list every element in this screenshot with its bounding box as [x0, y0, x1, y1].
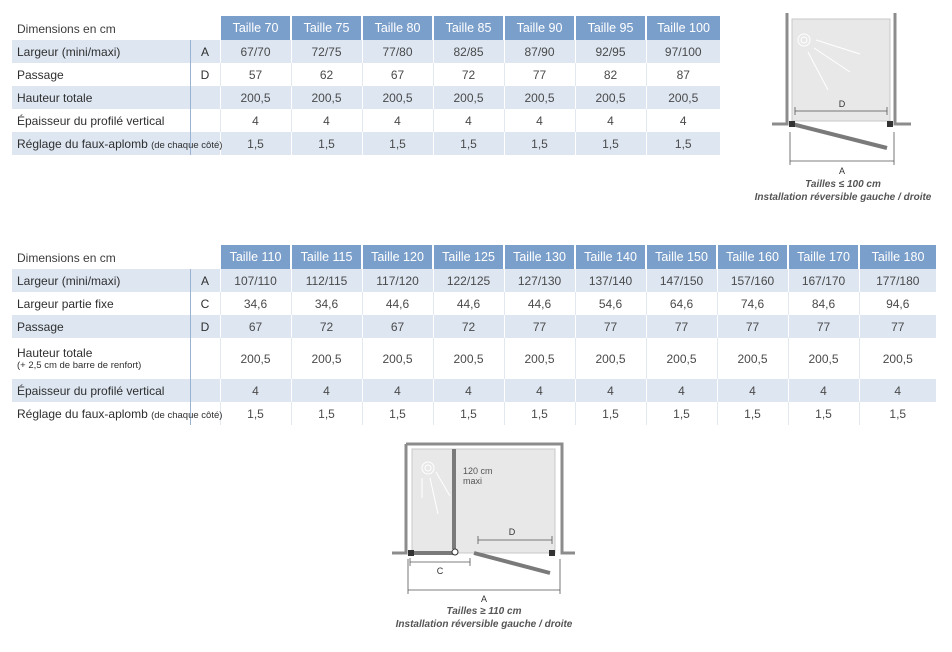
row-label-note: (de chaque côté) [151, 139, 223, 151]
table-cell: 200,5 [788, 338, 859, 379]
table-cell: 77 [788, 315, 859, 338]
dimension-c-label: C [436, 566, 444, 576]
row-label [12, 269, 190, 292]
table-cell: 77/80 [362, 40, 433, 63]
table-cell: 4 [362, 109, 433, 132]
max-height-label-2: maxi [463, 476, 483, 486]
table-cell: 200,5 [646, 86, 720, 109]
hinge [408, 550, 414, 556]
table-cell: 87/90 [504, 40, 575, 63]
table-cell: 4 [433, 379, 504, 402]
table-row [12, 315, 936, 338]
size-header: Taille 100 [646, 16, 720, 40]
table-cell: 112/115 [291, 269, 362, 292]
table-cell: 1,5 [575, 132, 646, 155]
table-row [12, 109, 720, 132]
table-cell: 67 [362, 63, 433, 86]
table-cell: 157/160 [717, 269, 788, 292]
table-cell: 72/75 [291, 40, 362, 63]
caption-size-range: Tailles ≤ 100 cm [805, 179, 881, 190]
table-cell: 200,5 [575, 338, 646, 379]
table-cell: 77 [504, 63, 575, 86]
row-label [12, 109, 190, 132]
table-row [12, 86, 720, 109]
table-cell: 4 [717, 379, 788, 402]
reinforcement-bar [452, 449, 456, 549]
shower-door-diagram-large [392, 438, 577, 608]
size-header: Taille 95 [575, 16, 646, 40]
table-cell: 200,5 [504, 86, 575, 109]
row-dimension-letter: A [190, 269, 220, 292]
row-label-subnote: (+ 2,5 cm de barre de renfort) [17, 359, 142, 371]
table-cell: 200,5 [291, 86, 362, 109]
table-cell: 94,6 [859, 292, 936, 315]
table-cell: 92/95 [575, 40, 646, 63]
row-label-note: (de chaque côté) [151, 409, 223, 421]
table-row [12, 402, 936, 425]
diagram-caption-small [744, 178, 942, 204]
row-label-text: Largeur partie fixe [17, 296, 114, 311]
table-cell: 200,5 [717, 338, 788, 379]
table-cell: 1,5 [646, 132, 720, 155]
row-dimension-letter [190, 109, 220, 132]
table-cell: 1,5 [859, 402, 936, 425]
table-cell: 122/125 [433, 269, 504, 292]
table-cell: 200,5 [504, 338, 575, 379]
dimension-d-label: D [838, 99, 846, 109]
row-dimension-letter: C [190, 292, 220, 315]
table-cell: 77 [575, 315, 646, 338]
table-cell: 1,5 [504, 402, 575, 425]
table-cell: 4 [575, 109, 646, 132]
row-label [12, 315, 190, 338]
row-label-text: Réglage du faux-aplomb [17, 136, 148, 151]
table-cell: 167/170 [788, 269, 859, 292]
table-cell: 62 [291, 63, 362, 86]
table-cell: 1,5 [646, 402, 717, 425]
row-label-text: Hauteur totale [17, 90, 93, 105]
table-cell: 77 [646, 315, 717, 338]
table-cell: 200,5 [433, 86, 504, 109]
row-dimension-letter: A [190, 40, 220, 63]
table-row [12, 63, 720, 86]
table-cell: 147/150 [646, 269, 717, 292]
table-cell: 4 [504, 109, 575, 132]
caption-install: Installation réversible gauche / droite [395, 619, 573, 630]
table-cell: 64,6 [646, 292, 717, 315]
table-cell: 1,5 [220, 132, 291, 155]
size-header: Taille 85 [433, 16, 504, 40]
table-cell: 200,5 [859, 338, 936, 379]
row-label [12, 63, 190, 86]
table-cell: 4 [433, 109, 504, 132]
table-cell: 1,5 [575, 402, 646, 425]
table-cell: 82/85 [433, 40, 504, 63]
row-label [12, 292, 190, 315]
size-header: Taille 140 [575, 245, 646, 269]
hinge [789, 121, 795, 127]
table-cell: 84,6 [788, 292, 859, 315]
table-cell: 77 [859, 315, 936, 338]
table-cell: 117/120 [362, 269, 433, 292]
row-label [12, 338, 190, 379]
table-cell: 72 [433, 315, 504, 338]
diagram-caption-large [382, 605, 586, 631]
table-cell: 127/130 [504, 269, 575, 292]
table-cell: 4 [575, 379, 646, 402]
table-cell: 1,5 [362, 402, 433, 425]
row-label-text: Réglage du faux-aplomb [17, 406, 148, 421]
table-cell: 4 [646, 379, 717, 402]
table-row [12, 292, 936, 315]
spec-table-large-sizes [12, 245, 936, 425]
max-height-label: 120 cm [463, 466, 493, 476]
table-cell: 200,5 [220, 338, 291, 379]
row-dimension-letter [190, 338, 220, 379]
table-cell: 200,5 [220, 86, 291, 109]
table-row [12, 132, 720, 155]
table-cell: 4 [291, 379, 362, 402]
table-cell: 34,6 [220, 292, 291, 315]
table-cell: 4 [362, 379, 433, 402]
row-label-text: Épaisseur du profilé vertical [17, 383, 165, 398]
size-header: Taille 125 [433, 245, 504, 269]
table-cell: 1,5 [717, 402, 788, 425]
row-label [12, 40, 190, 63]
row-label [12, 132, 223, 155]
row-dimension-letter [190, 379, 220, 402]
row-label-text: Largeur (mini/maxi) [17, 44, 121, 59]
table-cell: 1,5 [433, 132, 504, 155]
table-cell: 77 [717, 315, 788, 338]
table-cell: 67/70 [220, 40, 291, 63]
table-cell: 34,6 [291, 292, 362, 315]
table-cell: 44,6 [504, 292, 575, 315]
table-row [12, 338, 936, 379]
table-cell: 72 [291, 315, 362, 338]
dimension-a-label: A [480, 594, 488, 604]
size-header: Taille 110 [220, 245, 291, 269]
table-row [12, 379, 936, 402]
table-cell: 1,5 [433, 402, 504, 425]
table-cell: 1,5 [362, 132, 433, 155]
table-cell: 1,5 [788, 402, 859, 425]
dimension-d-label: D [508, 527, 516, 537]
row-label-text: Largeur (mini/maxi) [17, 273, 121, 288]
size-header: Taille 180 [859, 245, 936, 269]
size-header: Taille 80 [362, 16, 433, 40]
table-cell: 4 [220, 109, 291, 132]
table-cell: 82 [575, 63, 646, 86]
table-cell: 1,5 [504, 132, 575, 155]
door-stop [887, 121, 893, 127]
table-corner-label: Dimensions en cm [17, 22, 116, 36]
table-cell: 87 [646, 63, 720, 86]
table-cell: 44,6 [433, 292, 504, 315]
table-cell: 177/180 [859, 269, 936, 292]
table-cell: 107/110 [220, 269, 291, 292]
caption-size-range: Tailles ≥ 110 cm [446, 606, 522, 617]
size-header: Taille 90 [504, 16, 575, 40]
table-cell: 200,5 [575, 86, 646, 109]
table-row [12, 40, 720, 63]
dimension-a-label: A [838, 166, 846, 176]
row-label-text: Passage [17, 67, 64, 82]
row-label-text: Hauteur totale [17, 345, 93, 360]
table-cell: 72 [433, 63, 504, 86]
caption-install: Installation réversible gauche / droite [754, 192, 932, 203]
table-cell: 4 [646, 109, 720, 132]
row-dimension-letter: D [190, 63, 220, 86]
door-stop [549, 550, 555, 556]
size-header: Taille 75 [291, 16, 362, 40]
table-cell: 44,6 [362, 292, 433, 315]
shower-door-diagram-small [768, 10, 918, 185]
table-row [12, 269, 936, 292]
size-header: Taille 120 [362, 245, 433, 269]
table-cell: 1,5 [291, 402, 362, 425]
table-cell: 4 [291, 109, 362, 132]
table-cell: 4 [504, 379, 575, 402]
door-panel [792, 124, 887, 148]
row-dimension-letter [190, 86, 220, 109]
table-cell: 1,5 [291, 132, 362, 155]
row-label-text: Passage [17, 319, 64, 334]
size-header: Taille 150 [646, 245, 717, 269]
table-cell: 4 [859, 379, 936, 402]
table-cell: 200,5 [433, 338, 504, 379]
table-cell: 4 [220, 379, 291, 402]
row-label-text: Épaisseur du profilé vertical [17, 113, 165, 128]
table-cell: 67 [362, 315, 433, 338]
size-header: Taille 130 [504, 245, 575, 269]
table-cell: 4 [788, 379, 859, 402]
table-cell: 137/140 [575, 269, 646, 292]
table-cell: 1,5 [220, 402, 291, 425]
table-cell: 200,5 [291, 338, 362, 379]
row-label [12, 379, 190, 402]
row-label [12, 86, 190, 109]
size-header: Taille 160 [717, 245, 788, 269]
table-cell: 200,5 [362, 338, 433, 379]
table-cell: 200,5 [362, 86, 433, 109]
table-cell: 67 [220, 315, 291, 338]
table-cell: 97/100 [646, 40, 720, 63]
table-cell: 74,6 [717, 292, 788, 315]
table-corner-label: Dimensions en cm [17, 251, 116, 265]
joint [452, 549, 458, 555]
table-cell: 57 [220, 63, 291, 86]
size-header: Taille 170 [788, 245, 859, 269]
table-cell: 54,6 [575, 292, 646, 315]
row-dimension-letter: D [190, 315, 220, 338]
size-header: Taille 115 [291, 245, 362, 269]
table-cell: 200,5 [646, 338, 717, 379]
spec-table-small-sizes [12, 16, 720, 155]
table-cell: 77 [504, 315, 575, 338]
size-header: Taille 70 [220, 16, 291, 40]
door-panel [474, 553, 550, 573]
row-label [12, 402, 223, 425]
